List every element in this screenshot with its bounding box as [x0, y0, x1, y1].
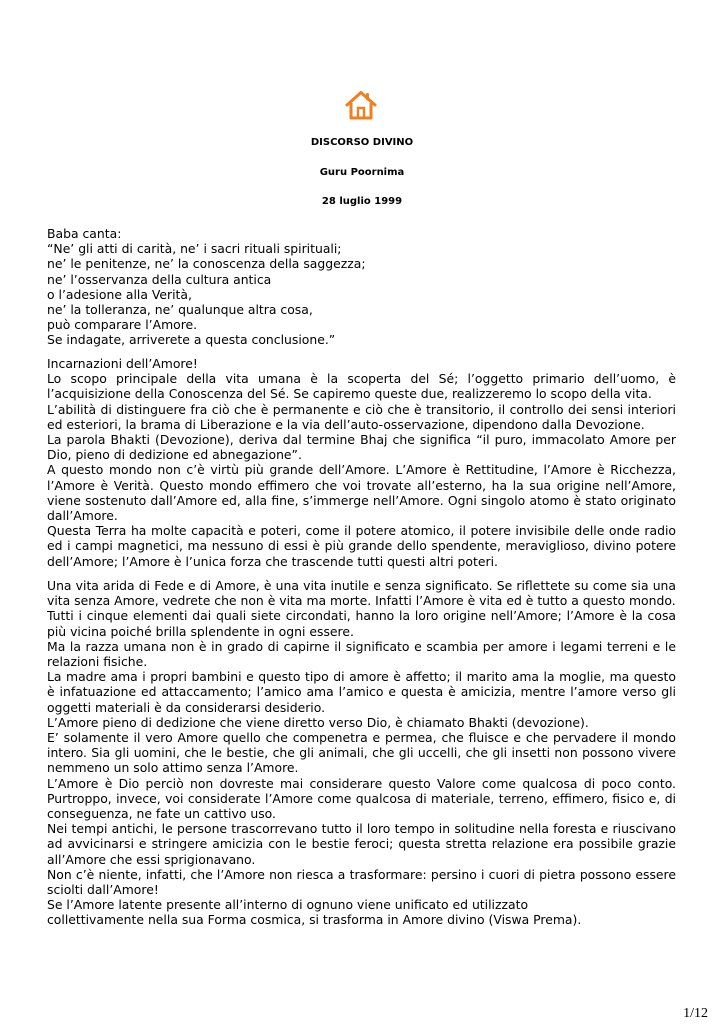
paragraph: Una vita arida di Fede e di Amore, è una vita inutile e senza significato. Se riflettete su come sia una vita senza Amore, vedrete che non è vita ma morte. Infatti l’Amore è vita ed è tutto a questo mondo. — [47, 578, 676, 609]
paragraph: Non c’è niente, infatti, che l’Amore non riesca a trasformare: persino i cuori di pietra possono essere sciolti dall’Amore! — [47, 866, 676, 898]
paragraph: A questo mondo non c’è virtù più grande dell’Amore. L’Amore è Rettitudine, l’Amore è Ricchezza, l’Amore è Verità. Questo mondo effimero che voi trovate all’esterno, ha la sua origine nell’Amore, viene sostenuto dall’Amore ed, alla fine, s’immerge nell’Amore. Ogni singolo atomo è stato originato dall’Amore. — [47, 462, 676, 524]
home-link[interactable] — [345, 90, 377, 120]
document-subtitle: Guru Poornima — [319, 167, 405, 178]
paragraph: Questa Terra ha molte capacità e poteri, come il potere atomico, il potere invisibile delle onde radio ed i campi magnetici, ma nessuno di essi è più grande dello spendente, meraviglioso, divino potere dell’Amore; l’Amore è l’unica forza che trascende tutti questi altri poteri. — [47, 523, 676, 569]
poem-line: ne’ le penitenze, ne’ la conoscenza della saggezza; — [47, 256, 366, 272]
paragraph: Se l’Amore latente presente all’interno di ognuno viene unificato ed utilizzato — [47, 897, 529, 913]
poem-line: ne’ l’osservanza della cultura antica — [47, 271, 272, 287]
paragraph: Nei tempi antichi, le persone trascorrevano tutto il loro tempo in solitudine nella foresta e riuscivano ad avvicinarsi e stringere amicizia con le bestie feroci; questa stretta relazione era possibile grazie all’Amore che essi sprigionavano. — [47, 821, 676, 867]
document-title: DISCORSO DIVINO — [310, 137, 414, 148]
paragraph: Ma la razza umana non è in grado di capirne il significato e scambia per amore i legami terreni e le relazioni fisiche. — [47, 638, 676, 670]
main-section — [47, 578, 676, 928]
paragraph: L’Amore è Dio perciò non dovreste mai considerare questo Valore come qualcosa di poco conto. Purtroppo, invece, voi considerate l’Amore come qualcosa di materiale, terreno, effimero, fisico e, di conseguenza, ne fate un cattivo uso. — [47, 775, 676, 822]
paragraph: Incarnazioni dell’Amore! — [47, 356, 198, 371]
poem-line: o l’adesione alla Verità, — [47, 286, 192, 302]
home-icon — [345, 90, 377, 120]
page-number: 1/12 — [683, 1006, 708, 1021]
paragraph: La parola Bhakti (Devozione), deriva dal termine Bhaj che significa “il puro, immacolato Amore per Dio, pieno di dedizione ed abnegazione”. — [47, 432, 676, 463]
poem-line: “Ne’ gli atti di carità, ne’ i sacri rituali spirituali; — [47, 241, 342, 257]
paragraph: collettivamente nella sua Forma cosmica, si trasforma in Amore divino (Viswa Prema). — [47, 912, 582, 928]
poem-block — [47, 226, 676, 348]
paragraph: L’abilità di distinguere fra ciò che è permanente e ciò che è transitorio, il controllo dei sensi interiori ed esteriori, la brama di Liberazione e la via dell’auto-osservazione, dipendono dalla Devozione. — [47, 401, 676, 432]
paragraph: L’Amore pieno di dedizione che viene diretto verso Dio, è chiamato Bhakti (devozione). — [47, 714, 589, 730]
paragraph: Lo scopo principale della vita umana è la scoperta del Sé; l’oggetto primario dell’uomo, è l’acquisizione della Conoscenza del Sé. Se capiremo queste due, realizzeremo lo scopo della vita. — [47, 371, 676, 402]
intro-section — [47, 356, 676, 569]
poem-line: Se indagate, arriverete a questa conclusione.” — [47, 332, 336, 348]
poem-line: ne’ la tolleranza, ne’ qualunque altra cosa, — [47, 302, 313, 318]
document-date: 28 luglio 1999 — [321, 196, 403, 207]
paragraph: La madre ama i propri bambini e questo tipo di amore è affetto; il marito ama la moglie, ma questo è infatuazione ed attaccamento; l’amico ama l’amico e questa è amicizia, mentre l’amore verso gli oggetti materiali è da considerarsi desiderio. — [47, 669, 676, 715]
poem-line: può comparare l’Amore. — [47, 317, 198, 333]
paragraph: Tutti i cinque elementi dai quali siete circondati, hanno la loro origine nell’Amore; l’Amore è la cosa più vicina poiché brilla splendente in ogni essere. — [47, 608, 676, 639]
poem-line: Baba canta: — [47, 226, 122, 241]
paragraph: E’ solamente il vero Amore quello che compenetra e permea, che fluisce e che pervadere il mondo intero. Sia gli uomini, che le bestie, che gli animali, che gli uccelli, che gli insetti non possono vivere nemmeno un solo attimo senza l’Amore. — [47, 730, 676, 776]
